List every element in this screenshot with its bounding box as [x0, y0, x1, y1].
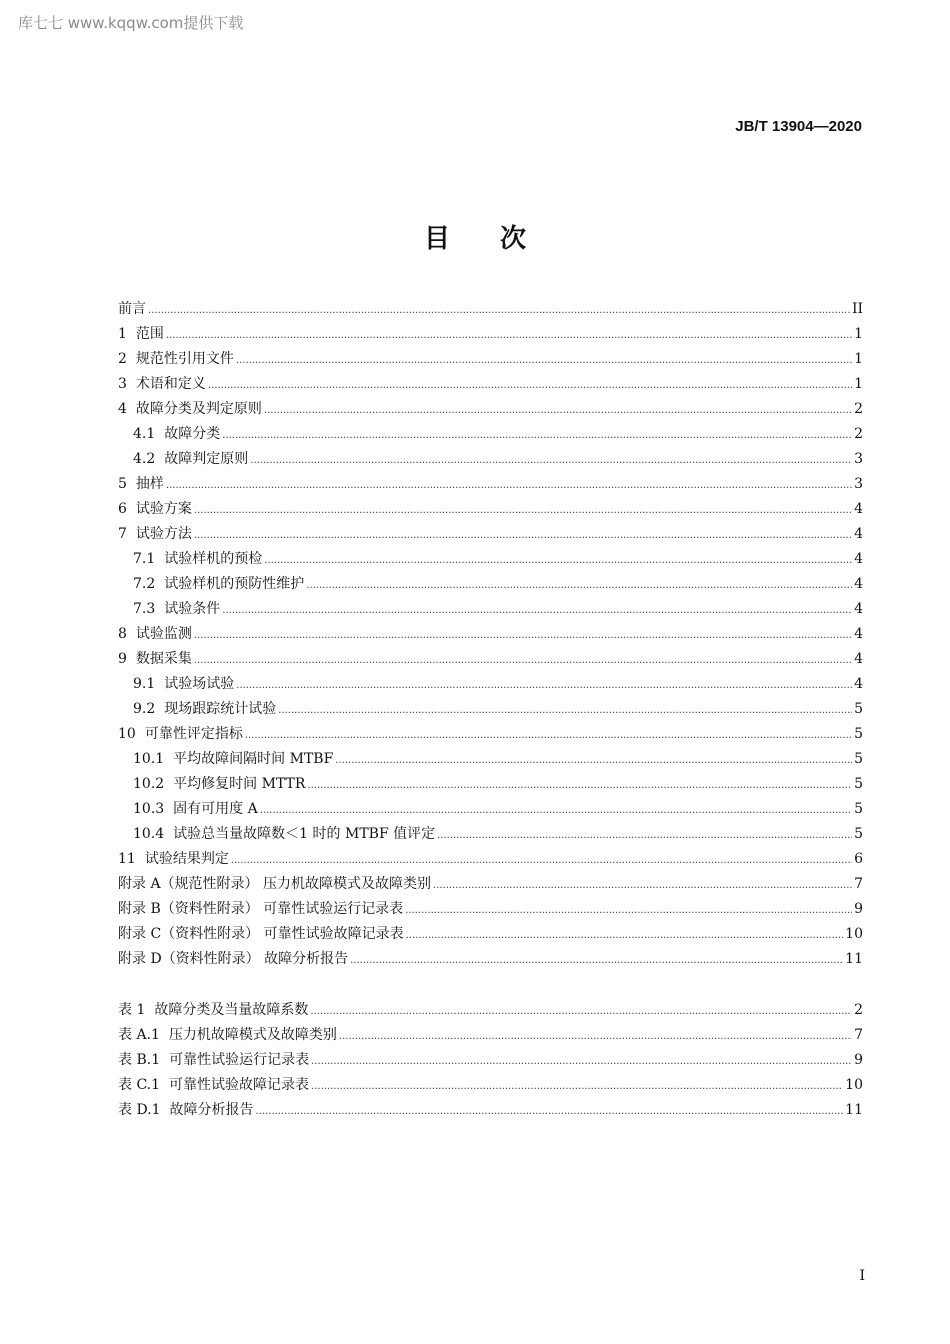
- toc-entry-number: 表 1: [118, 1002, 146, 1018]
- toc-entry-page: 5: [854, 751, 863, 767]
- dot-leader: [350, 948, 843, 973]
- toc-entry-title: 试验监测: [135, 626, 192, 642]
- toc-entry-number: 7.2: [133, 576, 156, 592]
- toc-entry-title: 试验结果判定: [144, 851, 229, 867]
- toc-entry-number: 10.2: [133, 776, 165, 792]
- dot-leader: [260, 798, 852, 823]
- dot-leader: [437, 823, 852, 848]
- toc-entry[interactable]: [118, 897, 863, 922]
- toc-entry-page: 3: [854, 451, 863, 467]
- toc-entry-page: 4: [854, 651, 863, 667]
- toc-entry-page: 5: [854, 726, 863, 742]
- dot-leader: [194, 523, 852, 548]
- dot-leader: [339, 1024, 852, 1049]
- toc-entry-title: 术语和定义: [135, 376, 206, 392]
- toc-entry-title: 试验总当量故障数＜1 时的 MTBF 值评定: [173, 826, 436, 842]
- toc-entry-number: 9.2: [133, 701, 156, 717]
- toc-entry[interactable]: [118, 447, 863, 472]
- dot-leader: [264, 548, 852, 573]
- toc-entry[interactable]: [118, 697, 863, 722]
- toc-entry-page: 4: [854, 501, 863, 517]
- toc-entry-number: 11: [118, 851, 136, 867]
- dot-leader: [194, 623, 852, 648]
- toc-entry-number: 4.1: [133, 426, 156, 442]
- toc-entry-page: 4: [854, 676, 863, 692]
- dot-leader: [222, 423, 852, 448]
- toc-entry-title: 前言: [118, 301, 146, 317]
- dot-leader: [433, 873, 852, 898]
- dot-leader: [166, 473, 852, 498]
- watermark-text: 库七七 www.kqqw.com提供下载: [18, 14, 244, 32]
- dot-leader: [236, 348, 852, 373]
- toc-entry-page: 4: [854, 551, 863, 567]
- toc-entry-number: 3: [118, 376, 127, 392]
- toc-entry[interactable]: [118, 622, 863, 647]
- dot-leader: [256, 1099, 844, 1124]
- dot-leader: [311, 1074, 843, 1099]
- toc-entry-title: 固有可用度 A: [173, 801, 258, 817]
- toc-entry[interactable]: [118, 797, 863, 822]
- toc-entry-page: 5: [854, 776, 863, 792]
- toc-entry-page: 4: [854, 601, 863, 617]
- toc-entry-title: 范围: [135, 326, 164, 342]
- toc-entry-page: 7: [854, 876, 863, 892]
- dot-leader: [231, 848, 852, 873]
- dot-leader: [278, 698, 852, 723]
- toc-entry-page: 5: [854, 701, 863, 717]
- toc-entry-page: 4: [854, 526, 863, 542]
- toc-entry-page: 9: [854, 901, 863, 917]
- toc-entry[interactable]: [118, 572, 863, 597]
- toc-entry-number: 9.1: [133, 676, 156, 692]
- toc-entry-title: 可靠性评定指标: [144, 726, 243, 742]
- toc-entry-title: 附录 B（资料性附录） 可靠性试验运行记录表: [118, 901, 404, 917]
- standard-code: JB/T 13904—2020: [735, 118, 862, 135]
- dot-leader: [166, 323, 852, 348]
- dot-leader: [148, 298, 850, 323]
- toc-entry-page: 4: [854, 576, 863, 592]
- toc-entry-number: 9: [118, 651, 127, 667]
- toc-entry[interactable]: [118, 522, 863, 547]
- toc-entry-title: 现场跟踪统计试验: [164, 701, 277, 717]
- toc-entry-number: 表 D.1: [118, 1102, 161, 1118]
- toc-entry-page: 6: [854, 851, 863, 867]
- toc-entry-page: 1: [854, 376, 863, 392]
- dot-leader: [222, 598, 852, 623]
- toc-entry[interactable]: [118, 1023, 863, 1048]
- toc-entry-page: 1: [854, 326, 863, 342]
- toc-entry-number: 7: [118, 526, 127, 542]
- toc-entry-title: 试验方法: [135, 526, 192, 542]
- toc-entry-page: 9: [854, 1052, 863, 1068]
- dot-leader: [335, 748, 852, 773]
- toc-entry-number: 1: [118, 326, 127, 342]
- toc-entry-title: 平均故障间隔时间 MTBF: [173, 751, 334, 767]
- toc-entry-title: 故障分类及当量故障系数: [154, 1002, 309, 1018]
- toc-entry-page: 4: [854, 626, 863, 642]
- toc-entry-number: 4.2: [133, 451, 156, 467]
- toc-entry[interactable]: [118, 947, 863, 972]
- dot-leader: [194, 498, 852, 523]
- toc-entry-title: 试验条件: [164, 601, 221, 617]
- toc-entry[interactable]: [118, 747, 863, 772]
- toc-entry-page: 5: [854, 826, 863, 842]
- toc-entry[interactable]: [118, 1073, 863, 1098]
- toc-entry-page: 7: [854, 1027, 863, 1043]
- toc-entry-title: 故障判定原则: [164, 451, 249, 467]
- toc-entry-title: 压力机故障模式及故障类别: [168, 1027, 337, 1043]
- toc-entry-page: 11: [845, 1102, 863, 1118]
- list-of-tables: [118, 998, 863, 1123]
- toc-entry[interactable]: [118, 722, 863, 747]
- toc-entry-title: 附录 A（规范性附录） 压力机故障模式及故障类别: [118, 876, 432, 892]
- dot-leader: [250, 448, 852, 473]
- toc-entry-title: 抽样: [135, 476, 164, 492]
- toc-entry-title: 试验方案: [135, 501, 192, 517]
- toc-entry-number: 表 A.1: [118, 1027, 160, 1043]
- dot-leader: [264, 398, 852, 423]
- toc-entry[interactable]: [118, 822, 863, 847]
- dot-leader: [245, 723, 852, 748]
- toc-entry-page: 1: [854, 351, 863, 367]
- dot-leader: [406, 923, 844, 948]
- toc-entry-number: 5: [118, 476, 127, 492]
- toc-entry[interactable]: [118, 647, 863, 672]
- page-number: I: [859, 1268, 865, 1284]
- toc-entry[interactable]: [118, 922, 863, 947]
- toc-entry-number: 2: [118, 351, 127, 367]
- toc-entry-number: 表 C.1: [118, 1077, 161, 1093]
- toc-entry-number: 8: [118, 626, 127, 642]
- toc-entry-title: 可靠性试验运行记录表: [169, 1052, 310, 1068]
- toc-entry[interactable]: [118, 1048, 863, 1073]
- toc-entry[interactable]: [118, 1098, 863, 1123]
- toc-entry-page: 2: [854, 426, 863, 442]
- toc-entry[interactable]: [118, 397, 863, 422]
- toc-entry-title: 故障分类: [164, 426, 221, 442]
- toc-entry-page: 10: [845, 926, 863, 942]
- toc-entry-number: 表 B.1: [118, 1052, 161, 1068]
- toc-entry-number: 10: [118, 726, 136, 742]
- toc-entry-title: 可靠性试验故障记录表: [169, 1077, 310, 1093]
- toc-entry-title: 规范性引用文件: [135, 351, 234, 367]
- toc-entry-number: 10.1: [133, 751, 165, 767]
- toc-entry-page: 2: [854, 401, 863, 417]
- toc-entry-title: 平均修复时间 MTTR: [173, 776, 306, 792]
- toc-entry-title: 故障分类及判定原则: [135, 401, 262, 417]
- toc-entry[interactable]: [118, 372, 863, 397]
- toc-entry-title: 试验样机的预检: [164, 551, 263, 567]
- toc-entry-page: II: [851, 301, 863, 317]
- toc-entry[interactable]: [118, 322, 863, 347]
- page-title: 目次: [423, 224, 576, 254]
- toc-entry-title: 数据采集: [135, 651, 192, 667]
- toc-entry-title: 试验样机的预防性维护: [164, 576, 305, 592]
- toc-entry[interactable]: [118, 772, 863, 797]
- toc-entry-number: 4: [118, 401, 127, 417]
- toc-entry[interactable]: [118, 597, 863, 622]
- toc-entry[interactable]: [118, 472, 863, 497]
- toc-entry-title: 试验场试验: [164, 676, 235, 692]
- toc-entry-number: 10.3: [133, 801, 165, 817]
- dot-leader: [311, 1049, 852, 1074]
- dot-leader: [236, 673, 852, 698]
- toc-entry[interactable]: [118, 872, 863, 897]
- dot-leader: [194, 648, 852, 673]
- toc-entry[interactable]: [118, 497, 863, 522]
- toc-entry[interactable]: [118, 297, 863, 322]
- toc-entry[interactable]: [118, 422, 863, 447]
- toc-entry-number: 7.1: [133, 551, 156, 567]
- toc-entry-title: 故障分析报告: [169, 1102, 254, 1118]
- toc-entry-page: 11: [845, 951, 863, 967]
- dot-leader: [208, 373, 852, 398]
- dot-leader: [405, 898, 852, 923]
- toc-entry[interactable]: [118, 347, 863, 372]
- dot-leader: [306, 573, 852, 598]
- toc-entry-title: 附录 D（资料性附录） 故障分析报告: [118, 951, 349, 967]
- toc-entry[interactable]: [118, 547, 863, 572]
- dot-leader: [310, 999, 852, 1024]
- toc-entry-number: 10.4: [133, 826, 165, 842]
- toc-entry[interactable]: [118, 998, 863, 1023]
- toc-entry-title: 附录 C（资料性附录） 可靠性试验故障记录表: [118, 926, 404, 942]
- toc-entry[interactable]: [118, 847, 863, 872]
- toc-entry-number: 6: [118, 501, 127, 517]
- toc-entry-page: 3: [854, 476, 863, 492]
- toc-entry-page: 5: [854, 801, 863, 817]
- table-of-contents: [118, 297, 863, 972]
- toc-entry-page: 2: [854, 1002, 863, 1018]
- toc-entry-number: 7.3: [133, 601, 156, 617]
- toc-entry[interactable]: [118, 672, 863, 697]
- toc-entry-page: 10: [845, 1077, 863, 1093]
- dot-leader: [307, 773, 852, 798]
